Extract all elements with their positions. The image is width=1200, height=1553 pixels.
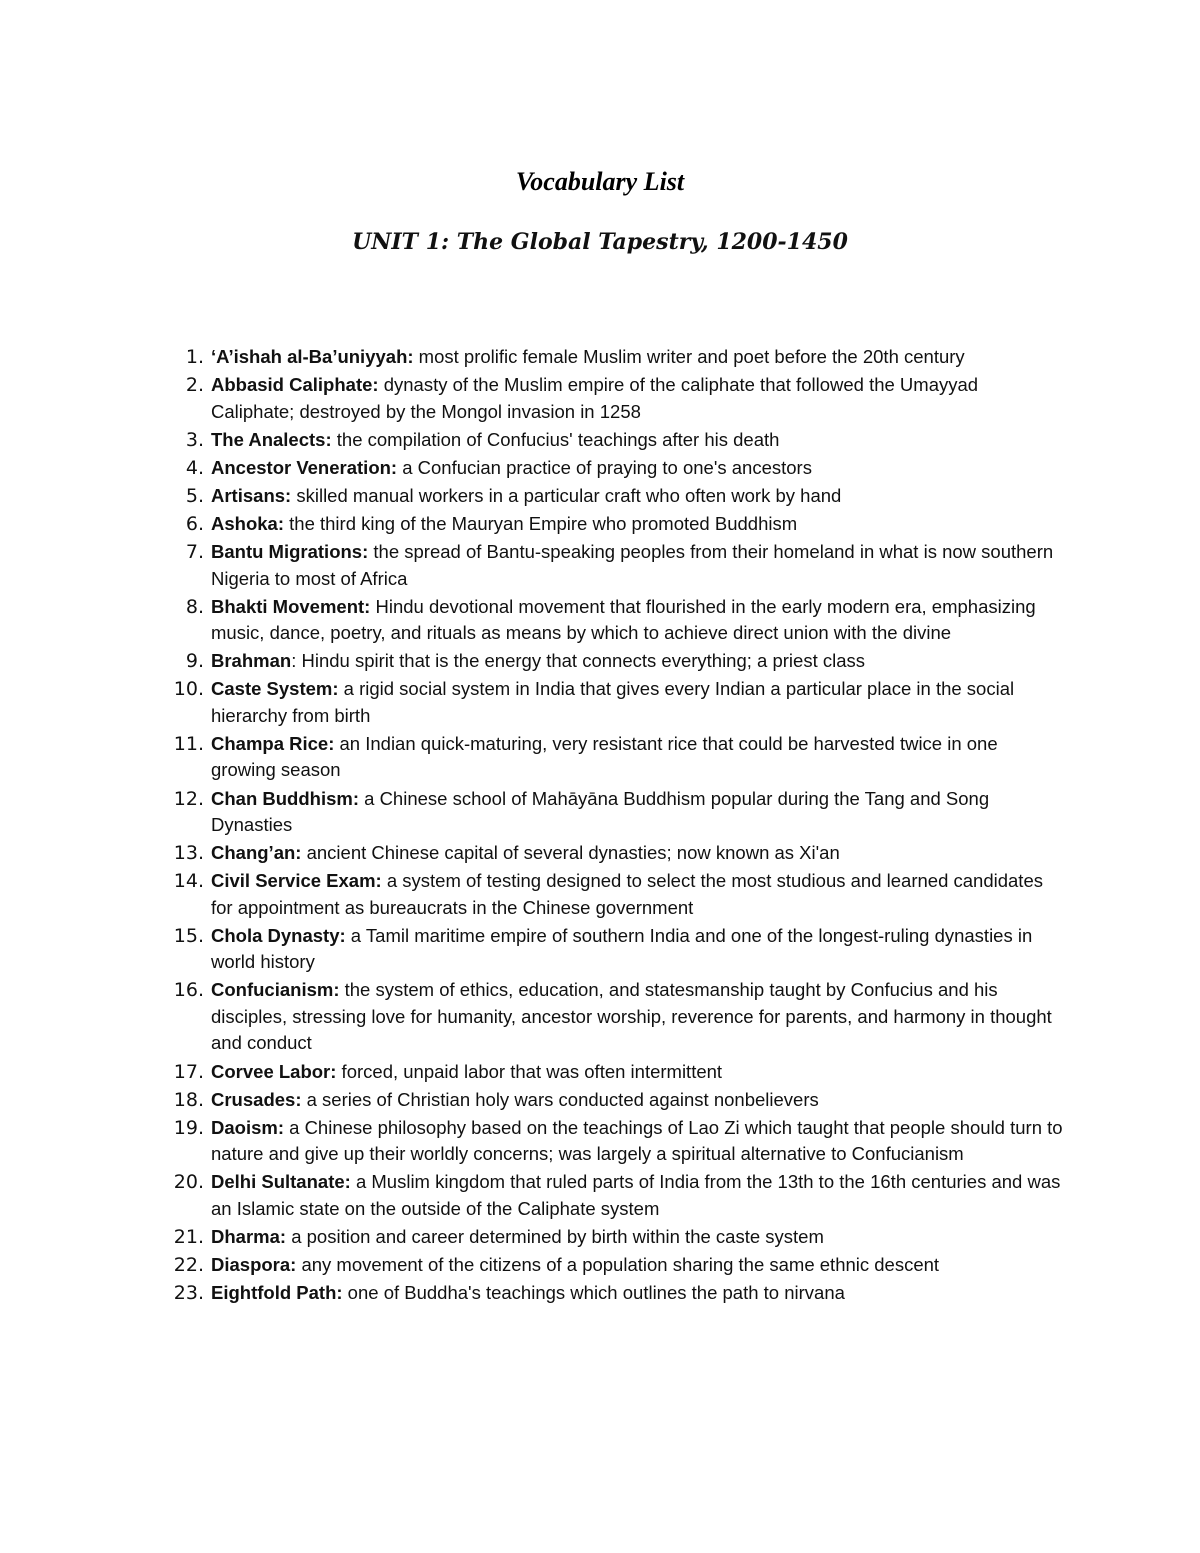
entry-number: 2. [185, 374, 204, 397]
entry-definition: skilled manual workers in a particular craft who often work by hand [291, 484, 842, 506]
entry-number: 11. [173, 732, 204, 755]
entry-number: 13. [173, 842, 204, 865]
entry-definition: ancient Chinese capital of several dynasties; now known as Xi'an [301, 842, 840, 864]
entry-number: 4. [185, 456, 204, 479]
entry-definition: the system of ethics, education, and statesmanship taught by Confucius and his disciples, stressing love for humanity, ancestor worship, reverence for parents, and harmony in thought and conduct [211, 979, 1052, 1054]
entry-term: Chan Buddhism: [211, 787, 359, 809]
entry-number: 22. [173, 1253, 204, 1276]
entry-number: 14. [173, 870, 204, 893]
vocab-entry [166, 1252, 1066, 1279]
entry-term: Dharma: [211, 1225, 287, 1247]
entry-number: 18. [173, 1088, 204, 1111]
entry-number: 8. [185, 595, 204, 618]
entry-number: 17. [173, 1060, 204, 1083]
vocab-entry [166, 868, 1066, 921]
entry-number: 9. [185, 650, 204, 673]
entry-definition: one of Buddha's teachings which outlines the path to nirvana [342, 1282, 845, 1304]
entry-definition: a Chinese school of Mahāyāna Buddhism popular during the Tang and Song Dynasties [211, 787, 990, 836]
entry-number: 16. [173, 979, 204, 1002]
vocab-entry [166, 372, 1066, 425]
entry-term: Corvee Labor: [211, 1060, 337, 1082]
entry-definition: most prolific female Muslim writer and poet before the 20th century [413, 346, 965, 367]
entry-number: 10. [173, 678, 204, 701]
entry-term: Abbasid Caliphate: [211, 374, 379, 396]
entry-number: 21. [173, 1225, 204, 1248]
entry-definition: a series of Christian holy wars conducted against nonbelievers [301, 1088, 819, 1110]
vocab-entry [166, 1280, 1066, 1307]
entry-term: Delhi Sultanate: [211, 1171, 351, 1193]
entry-definition: a Muslim kingdom that ruled parts of India from the 13th to the 16th centuries and was an Islamic state on the outside of the Caliphate system [211, 1171, 1061, 1219]
entry-number: 7. [185, 541, 204, 564]
entry-term: The Analects: [211, 428, 332, 450]
entry-definition: the third king of the Mauryan Empire who promoted Buddhism [284, 512, 798, 534]
entry-term: Civil Service Exam: [211, 870, 382, 892]
vocab-entry [166, 594, 1066, 647]
vocab-entry [166, 1087, 1066, 1114]
entry-definition: : Hindu spirit that is the energy that connects everything; a priest class [291, 650, 865, 672]
entry-term: Artisans: [211, 484, 292, 506]
entry-term: Caste System: [211, 678, 339, 700]
entry-definition: a system of testing designed to select the most studious and learned candidates for appointment as bureaucrats in the Chinese government [211, 870, 1043, 918]
entry-number: 3. [185, 428, 204, 451]
entry-definition: a Chinese philosophy based on the teachings of Lao Zi which taught that people should turn to nature and give up their worldly concerns; was largely a spiritual alternative to Confucianism [211, 1116, 1063, 1165]
entry-term: ‘A’ishah al-Ba’uniyyah: [211, 346, 414, 367]
vocab-entry [166, 676, 1066, 729]
entry-definition: a position and career determined by birth within the caste system [286, 1225, 824, 1247]
entry-term: Eightfold Path: [211, 1282, 343, 1304]
vocab-entry [166, 731, 1066, 784]
vocab-entry [166, 427, 1066, 454]
entry-definition: the spread of Bantu-speaking peoples from their homeland in what is now southern Nigeria to most of Africa [211, 541, 1054, 589]
entry-definition: the compilation of Confucius' teachings after his death [331, 428, 780, 450]
entry-definition: a Confucian practice of praying to one's ancestors [397, 456, 812, 478]
vocab-entry [166, 539, 1066, 592]
vocab-entry [166, 840, 1066, 867]
vocab-entry [166, 648, 1066, 675]
entry-term: Crusades: [211, 1088, 302, 1110]
entry-definition: dynasty of the Muslim empire of the caliphate that followed the Umayyad Caliphate; destroyed by the Mongol invasion in 1258 [211, 374, 979, 422]
entry-term: Brahman [211, 650, 292, 672]
entry-number: 6. [185, 512, 204, 535]
entry-term: Champa Rice: [211, 732, 335, 754]
entry-term: Ancestor Veneration: [211, 456, 398, 478]
entry-number: 5. [185, 484, 204, 507]
entry-definition: Hindu devotional movement that flourished in the early modern era, emphasizing music, dance, poetry, and rituals as means by which to achieve direct union with the divine [211, 595, 1036, 644]
entry-number: 12. [173, 787, 204, 810]
entry-definition: a Tamil maritime empire of southern India and one of the longest-ruling dynasties in world history [211, 924, 1033, 973]
entry-number: 15. [173, 924, 204, 947]
vocab-entry [166, 923, 1066, 976]
vocab-entry [166, 977, 1066, 1057]
vocab-entry [166, 455, 1066, 482]
entry-term: Ashoka: [211, 512, 284, 534]
entry-number: 23. [173, 1282, 204, 1305]
entry-number: 20. [173, 1171, 204, 1194]
vocab-entry [166, 1224, 1066, 1251]
entry-definition: an Indian quick-maturing, very resistant rice that could be harvested twice in one growing season [211, 732, 998, 781]
entry-definition: forced, unpaid labor that was often intermittent [336, 1060, 723, 1082]
entry-number: 19. [173, 1116, 204, 1139]
vocab-entry [166, 786, 1066, 839]
vocab-entry [166, 511, 1066, 538]
vocab-entry [166, 1059, 1066, 1086]
entry-term: Daoism: [211, 1116, 284, 1138]
vocab-entry [166, 483, 1066, 510]
entry-term: Bhakti Movement: [211, 595, 371, 617]
entry-definition: any movement of the citizens of a population sharing the same ethnic descent [296, 1253, 940, 1275]
document-subtitle: UNIT 1: The Global Tapestry, 1200-1450 [352, 229, 848, 255]
vocab-entry [166, 1169, 1066, 1222]
document-title: Vocabulary List [515, 167, 685, 196]
entry-term: Diaspora: [211, 1253, 297, 1275]
entry-definition: a rigid social system in India that gives every Indian a particular place in the social hierarchy from birth [211, 678, 1015, 726]
vocab-entry [166, 1115, 1066, 1168]
entry-term: Confucianism: [211, 979, 340, 1001]
entry-number: 1. [185, 346, 204, 368]
vocab-entry [166, 344, 1066, 371]
entry-term: Chang’an: [211, 842, 302, 864]
entry-term: Bantu Migrations: [211, 541, 369, 563]
entry-term: Chola Dynasty: [211, 924, 346, 946]
vocabulary-list [166, 344, 1066, 1308]
